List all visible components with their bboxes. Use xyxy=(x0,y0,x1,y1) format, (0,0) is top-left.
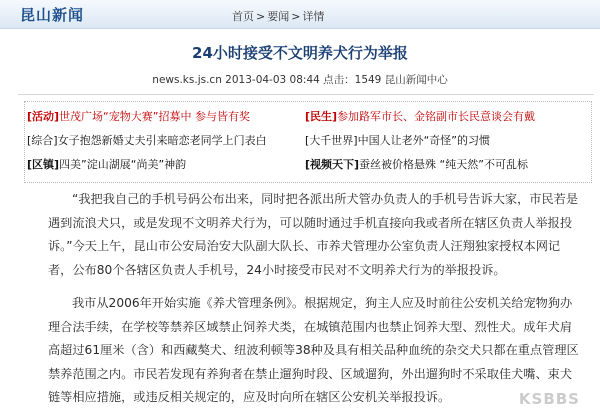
article-paragraph: 我市从2006年开始实施《养犬管理条例》。根据规定，狗主人应及时前往公安机关给宠物狗办理合法手续，在学校等禁养区域禁止饲养犬类，在城镇范围内也禁止饲养大型、烈性犬。成年犬肩高超过61厘米（含）和西藏獒犬、纽波利顿等38种及具有相关品种血统的杂交犬只都在重点管理区禁养范围之内。市民若发现有养狗者在禁止遛狗时段、区域遛狗，外出遛狗时不采取佳犬嘴、束犬链等相应措施，或违反相关规定的，应及时向所在辖区公安机关举报投诉。 xyxy=(48,296,579,404)
related-link[interactable] xyxy=(27,108,250,124)
breadcrumb-news[interactable]: 要闻 xyxy=(267,10,290,23)
breadcrumb-detail: 详情 xyxy=(302,10,325,23)
link-tag: [综合] xyxy=(27,134,58,147)
link-text: 女子抱怨新婚丈夫引来暗恋老同学上门表白 xyxy=(57,134,267,147)
breadcrumb-separator: > xyxy=(291,10,301,23)
link-text: 参加路军市长、金铭副市长民意谈会有戴 xyxy=(337,110,536,123)
link-tag: [区镇] xyxy=(27,158,60,171)
breadcrumb-home[interactable]: 首页 xyxy=(232,10,254,23)
link-tag: [视频天下] xyxy=(305,158,360,171)
link-tag: [活动] xyxy=(27,110,60,123)
related-link[interactable] xyxy=(305,156,528,172)
site-header xyxy=(0,0,600,29)
breadcrumb-separator: > xyxy=(256,10,266,23)
article-title: 24小时接受不文明养犬行为举报 xyxy=(192,44,408,62)
link-text: 蚕丝被价格悬殊 “纯天然”不可乱标 xyxy=(359,158,528,171)
link-tag: [民生] xyxy=(305,110,338,123)
link-text: 世茂广场“宠物大赛”招募中 参与皆有奖 xyxy=(59,110,250,123)
article-paragraph: “我把我自己的手机号码公布出来，同时把各派出所犬管办负责人的手机号告诉大家，市民若是遇到流浪犬只，或是发现不文明养犬行为，可以随时通过手机直接向我或者所在辖区负责人举报投诉。”今天上午，昆山市公安局治安大队副大队长、市养犬管理办公室负责人汪翔独家授权本网记者，公布80个各辖区负责人手机号，24小时接受市民对不文明养犬行为的举报投诉。 xyxy=(48,192,579,277)
related-link[interactable] xyxy=(305,132,490,148)
link-text: 中国人让老外“奇怪”的习惯 xyxy=(357,134,490,147)
related-link[interactable] xyxy=(27,156,186,172)
divider xyxy=(18,94,594,95)
link-text: 四美”淀山湖展“尚美”神韵 xyxy=(59,158,187,171)
breadcrumb xyxy=(232,8,324,24)
article-meta: news.ks.js.cn 2013-04-03 08:44 点击：1549 昆山新闻中心 xyxy=(152,74,448,86)
related-link[interactable] xyxy=(27,132,267,148)
link-tag: [大千世界] xyxy=(305,134,358,147)
related-link[interactable] xyxy=(305,108,535,124)
site-title[interactable]: 昆山新闻 xyxy=(20,6,85,24)
related-links xyxy=(24,101,592,183)
watermark: KSBBS xyxy=(518,390,580,408)
